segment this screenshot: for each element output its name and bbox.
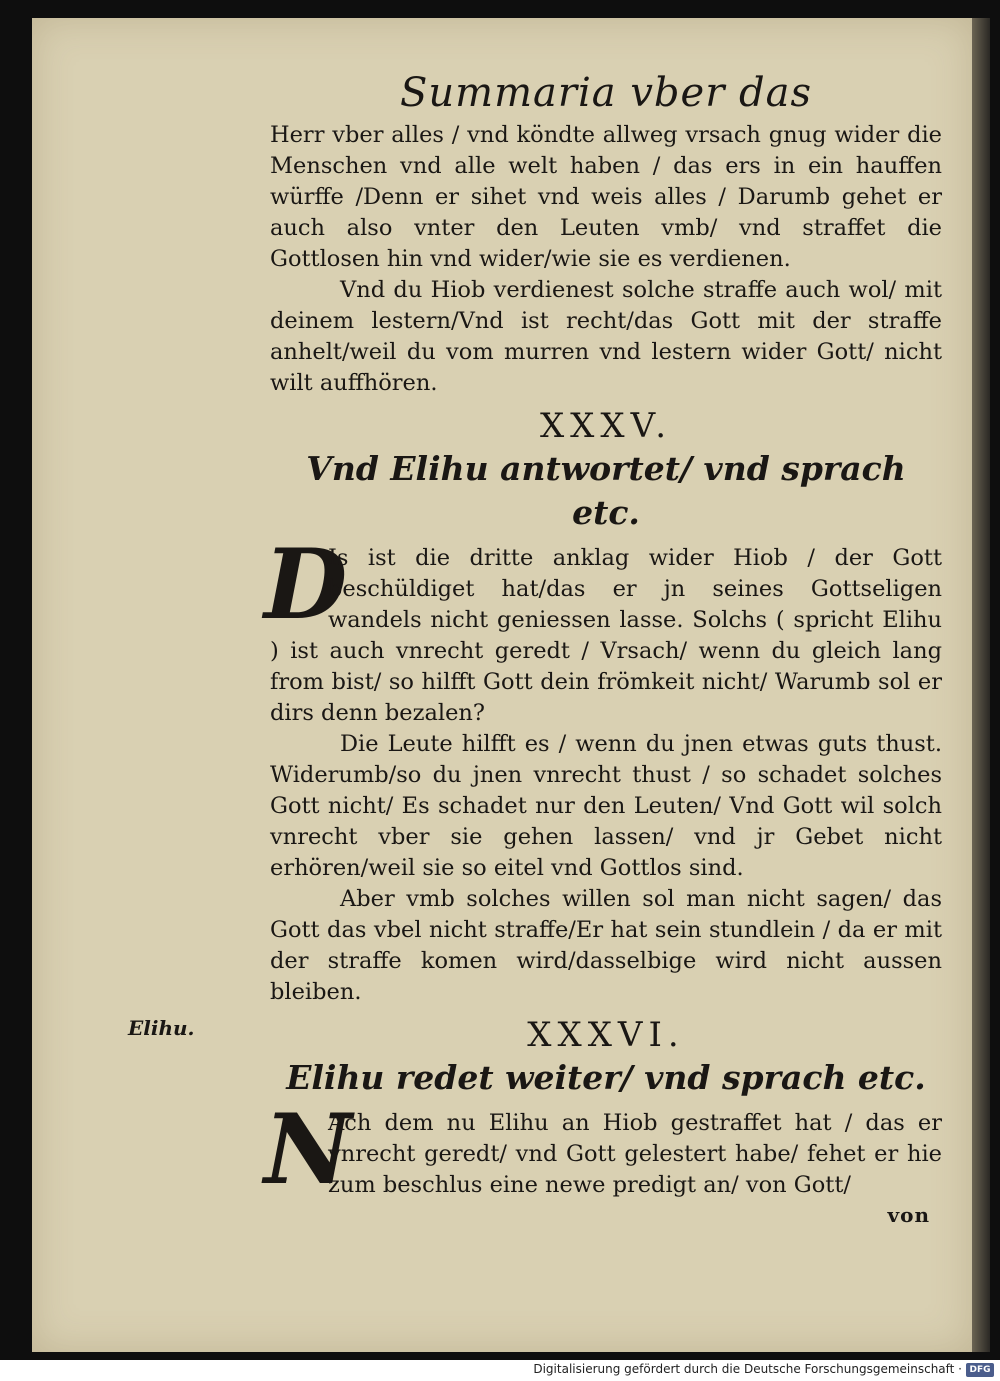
chapter-heading: Vnd Elihu antwortet/ vnd sprach etc. [306,449,906,532]
paragraph: Vnd du Hiob verdienest solche straffe auch wol/ mit deinem lestern/Vnd ist recht/das Gott mit der straffe anhelt/weil du vom murren vnd lestern wider Gott/ nicht wilt auffhören. [270,277,942,396]
chapter-heading: Elihu redet weiter/ vnd sprach etc. [286,1058,926,1097]
footer-bar [0,1360,1000,1381]
text-block [264,60,942,1227]
chapter-number: XXXVI. [527,1015,685,1055]
page-edge [972,18,990,1352]
funding-credit: Digitalisierung gefördert durch die Deutsche Forschungsgemeinschaft · [533,1362,962,1376]
catchword: von [887,1203,930,1227]
chapter-35-paragraph-2: Die Leute hilfft es / wenn du jnen etwas guts thust. Widerumb/so du jnen vnrecht thust / so schadet solches Gott nicht/ Es schadet nur den Leuten/ Vnd Gott wil solch vnrecht vber sie gehen lassen/ vnd jr Gebet nicht erhören/weil sie so eitel vnd Gottlos sind. [270,731,942,881]
chapter-36-paragraph-1 [264,1093,942,1206]
chapter-35-paragraph-3: Aber vmb solches willen sol man nicht sagen/ das Gott das vbel nicht straffe/Er hat sein stundlein / da er mit der straffe komen wird/dasselbige wird nicht aussen bleiben. [270,886,942,1005]
paragraph-text: Ach dem nu Elihu an Hiob gestraffet hat / das er vnrecht geredt/ vnd Gott gelestert habe/ fehet er hie zum beschlus eine newe predigt an/ von Gott/ [328,1110,942,1198]
margin-note: Elihu. [128,1016,195,1040]
dfg-logo-icon[interactable]: DFG [966,1363,994,1377]
decorated-initial: D [264,528,348,641]
paragraph-text: Is ist die dritte anklag wider Hiob / der Gott beschüldiget hat/das er jn seines Gottseligen wandels nicht geniessen lasse. Solchs ( spricht Elihu ) ist auch vnrecht geredt / Vrsach/ wenn du gleich lang from bist/ so hilfft Gott dein frömkeit nicht/ Warumb sol er dirs denn bezalen? [270,545,942,726]
chapter-35-paragraph-1 [264,528,942,729]
decorated-initial: N [264,1093,352,1206]
running-head: Summaria vber das [399,70,813,116]
opening-paragraph: Herr vber alles / vnd köndte allweg vrsach gnug wider die Menschen vnd alle welt haben / das ers in ein hauffen würffe /Denn er sihet vnd weis alles / Darumb gehet er auch also vnter den Leuten vmb/ vnd straffet die Gottlosen hin vnd wider/wie sie es verdienen. [270,122,942,272]
chapter-number: XXXV. [539,406,673,446]
